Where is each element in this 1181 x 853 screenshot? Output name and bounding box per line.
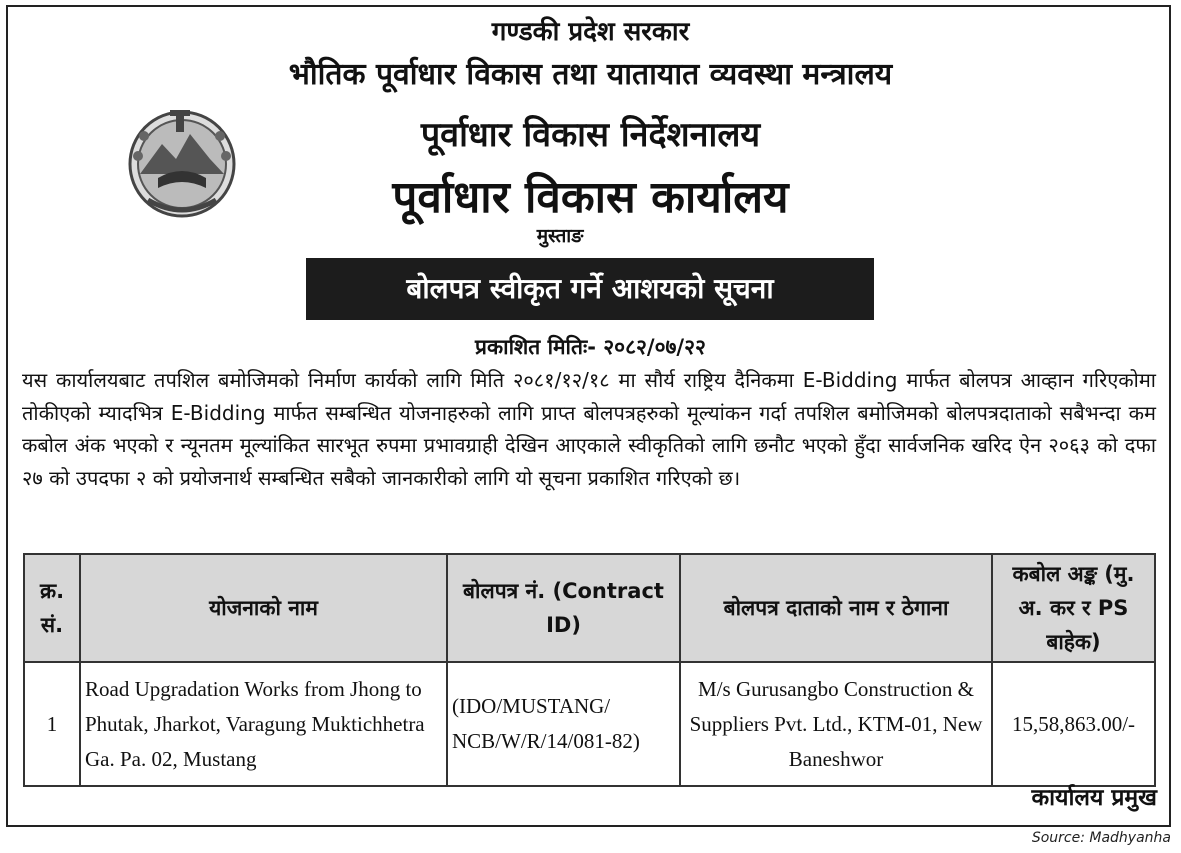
ministry-heading: भौतिक पूर्वाधार विकास तथा यातायात व्यवस्था मन्त्रालय bbox=[288, 57, 893, 92]
cell-sn: 1 bbox=[24, 662, 80, 786]
header-amount: कबोल अङ्क (मु. अ. कर र PS बाहेक) bbox=[992, 554, 1155, 662]
table-header-row bbox=[24, 554, 1155, 662]
notice-body: यस कार्यालयबाट तपशिल बमोजिमको निर्माण कार्यको लागि मिति २०८१/१२/१८ मा सौर्य राष्ट्रिय दैनिकमा E-Bidding मार्फत बोलपत्र आव्हान गरिएकोमा तोकीएको म्यादभित्र E-Bidding मार्फत सम्बन्धित योजनाहरुको लागि प्राप्त बोलपत्रहरुको मूल्यांकन गर्दा तपशिल बमोजिमको बोलपत्रदाताको सबैभन्दा कम कबोल अंक भएको र न्यूनतम मूल्यांकित सारभूत रुपमा प्रभावग्राही देखिन आएकाले स्वीकृतिको लागि छनौट भएको हुँदा सार्वजनिक खरिद ऐन २०६३ को दफा २७ को उपदफा २ को प्रयोजनार्थ सम्बन्धित सबैको जानकारीको लागि यो सूचना प्रकाशित गरिएको छ। bbox=[22, 368, 1156, 490]
table-row bbox=[24, 662, 1155, 786]
header-sn: क्र. सं. bbox=[24, 554, 80, 662]
cell-amount: 15,58,863.00/- bbox=[992, 662, 1155, 786]
source-credit: Source: Madhyanha bbox=[1031, 830, 1171, 846]
district-heading: मुस्ताङ bbox=[536, 225, 584, 247]
header-project-name: योजनाको नाम bbox=[80, 554, 447, 662]
bid-table bbox=[23, 553, 1156, 787]
cell-project-name: Road Upgradation Works from Jhong to Phutak, Jharkot, Varagung Muktichhetra Ga. Pa. 02, Mustang bbox=[80, 662, 447, 786]
signature: कार्यालय प्रमुख bbox=[1031, 785, 1157, 811]
nepal-emblem-icon bbox=[118, 104, 246, 224]
cell-contract-id: (IDO/MUSTANG/ NCB/W/R/14/081-82) bbox=[447, 662, 680, 786]
directorate-heading: पूर्वाधार विकास निर्देशनालय bbox=[420, 115, 761, 155]
government-heading: गण्डकी प्रदेश सरकार bbox=[491, 17, 690, 47]
notice-title-banner: बोलपत्र स्वीकृत गर्ने आशयको सूचना bbox=[306, 258, 874, 320]
office-heading: पूर्वाधार विकास कार्यालय bbox=[392, 172, 789, 223]
header-bidder: बोलपत्र दाताको नाम र ठेगाना bbox=[680, 554, 992, 662]
published-date: प्रकाशित मितिः- २०८२/०७/२२ bbox=[475, 335, 706, 359]
cell-bidder: M/s Gurusangbo Construction & Suppliers Pvt. Ltd., KTM-01, New Baneshwor bbox=[680, 662, 992, 786]
header-contract-id: बोलपत्र नं. (Contract ID) bbox=[447, 554, 680, 662]
